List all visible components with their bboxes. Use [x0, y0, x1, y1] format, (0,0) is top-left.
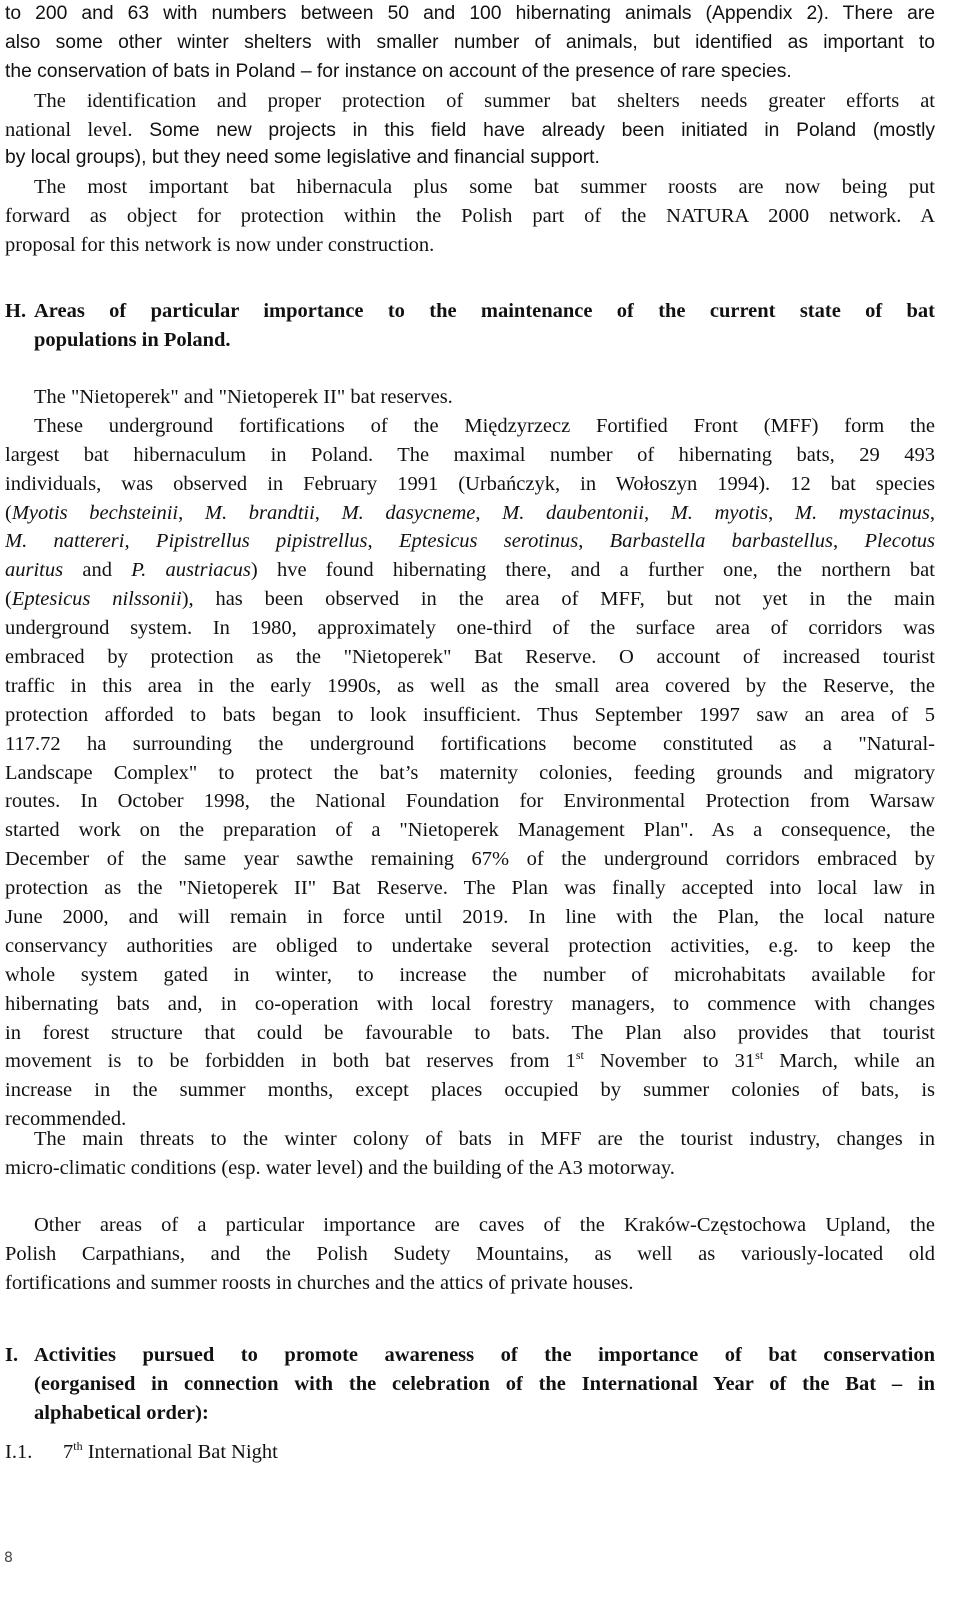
text-line: started work on the preparation of a "Nietoperek Management Plan". As a consequence, the — [5, 819, 935, 842]
text-segment: ( — [5, 588, 12, 611]
species-line — [5, 556, 935, 585]
text-line: traffic in this area in the early 1990s, as well as the small area covered by the Reserve, the — [5, 674, 935, 697]
text-segment: Some new projects in this field have already been initiated in Poland (mostly — [132, 119, 935, 141]
heading-line: Areas of particular importance to the maintenance of the current state of bat — [34, 300, 935, 322]
text-line: forward as object for protection within the Polish part of the NATURA 2000 network. A — [5, 205, 935, 228]
text-line: whole system gated in winter, to increase the number of microhabitats available for — [5, 963, 935, 986]
text-segment: International Bat Night — [82, 1441, 278, 1463]
paragraph-other-areas — [5, 1211, 935, 1298]
text-line: also some other winter shelters with smaller number of animals, but identified as important to — [5, 31, 935, 53]
section-heading-h — [5, 297, 935, 355]
paragraph-nietoperek-reserves — [5, 412, 935, 1134]
section-heading-i — [5, 1341, 935, 1428]
species-line: M. nattereri, Pipistrellus pipistrellus, Eptesicus serotinus, Barbastella barbastellus, Plecotus — [5, 530, 935, 553]
text-line: by local groups), but they need some legislative and financial support. — [5, 147, 600, 169]
text-line: The identification and proper protection of summer bat shelters needs greater efforts at — [34, 89, 935, 112]
species-name: M. dasycneme — [341, 501, 476, 524]
reserves-title — [5, 383, 935, 412]
text-segment: national level. — [5, 118, 133, 141]
text-line: The "Nietoperek" and "Nietoperek II" bat reserves. — [34, 386, 453, 408]
paragraph-hibernation-sites — [5, 0, 935, 87]
species-name: Eptesicus nilssonii — [11, 588, 182, 611]
species-name: Myotis bechsteinii — [11, 501, 179, 524]
text-line: micro-climatic conditions (esp. water level) and the building of the A3 motorway. — [5, 1156, 675, 1179]
text-line: Polish Carpathians, and the Polish Sudety Mountains, as well as variously-located old — [5, 1242, 935, 1265]
text-line: Other areas of a particular importance are caves of the Kraków-Częstochowa Upland, the — [34, 1214, 935, 1236]
text-line: These underground fortifications of the Międzyrzecz Fortified Front (MFF) form the — [34, 414, 935, 437]
paragraph-threats — [5, 1125, 935, 1183]
heading-line: alphabetical order): — [34, 1401, 209, 1424]
text-line: fortifications and summer roosts in churches and the attics of private houses. — [5, 1271, 634, 1294]
item-number: I.1. — [5, 1441, 33, 1463]
text-line: largest bat hibernaculum in Poland. The maximal number of hibernating bats, 29 493 — [5, 443, 935, 466]
text-segment: March, while an — [763, 1050, 935, 1073]
text-line: underground system. In 1980, approximately one-third of the surface area of corridors was — [5, 617, 935, 640]
page-number: 8 — [4, 1550, 13, 1566]
heading-line: (eorganised in connection with the celebration of the International Year of the Bat – in — [34, 1372, 935, 1395]
text-line: hibernating bats and, in co-operation with local forestry managers, to commence with changes — [5, 992, 935, 1015]
section-letter: I. — [5, 1344, 19, 1366]
species-name: Pipistrellus pipistrellus — [155, 530, 368, 553]
species-name: Plecotus — [864, 530, 935, 553]
species-name: M. myotis — [670, 501, 769, 524]
text-line: conservancy authorities are obliged to undertake several protection activities, e.g. to keep the — [5, 934, 935, 957]
species-line: (Myotis bechsteinii, M. brandtii, M. dasycneme, M. daubentonii, M. myotis, M. mystacinus, — [5, 501, 935, 524]
heading-line: Activities pursued to promote awareness of the importance of bat conservation — [34, 1344, 935, 1366]
text-line: to 200 and 63 with numbers between 50 and 100 hibernating animals (Appendix 2). There are — [5, 3, 935, 24]
text-line: in forest structure that could be favourable to bats. The Plan also provides that tourist — [5, 1021, 935, 1044]
text-line: routes. In October 1998, the National Foundation for Environmental Protection from Warsaw — [5, 790, 935, 813]
text-line — [5, 1047, 935, 1076]
species-name: auritus — [5, 559, 64, 582]
text-segment: ( — [5, 501, 12, 524]
superscript: st — [755, 1048, 764, 1063]
paragraph-natura-2000 — [5, 173, 935, 260]
text-line: protection as the "Nietoperek II" Bat Reserve. The Plan was finally accepted into local law in — [5, 877, 935, 900]
species-name: Barbastella barbastellus — [609, 530, 833, 553]
text-segment: ) hve found hibernating there, and a further one, the northern bat — [250, 559, 935, 582]
text-line: December of the same year sawthe remaining 67% of the underground corridors embraced by — [5, 848, 935, 871]
heading-line: populations in Poland. — [34, 328, 231, 351]
text-line: recommended. — [5, 1108, 127, 1131]
text-line: individuals, was observed in February 1991 (Urbańczyk, in Wołoszyn 1994). 12 bat species — [5, 472, 935, 495]
species-name: M. nattereri — [5, 530, 125, 553]
text-segment: 7 — [63, 1441, 74, 1463]
text-line: proposal for this network is now under construction. — [5, 234, 435, 257]
species-line — [5, 585, 935, 614]
text-line: The main threats to the winter colony of bats in MFF are the tourist industry, changes in — [34, 1128, 935, 1150]
species-name: M. brandtii — [204, 501, 315, 524]
text-line: embraced by protection as the "Nietoperek" Bat Reserve. O account of increased tourist — [5, 646, 935, 669]
species-name: Eptesicus serotinus — [398, 530, 579, 553]
text-segment: and — [63, 559, 132, 582]
superscript: st — [575, 1048, 584, 1063]
paragraph-summer-shelters — [5, 87, 935, 174]
text-segment: ), has been observed in the area of MFF, but not yet in the main — [181, 588, 935, 611]
text-segment: movement is to be forbidden in both bat reserves from 1 — [5, 1050, 576, 1073]
text-line: 117.72 ha surrounding the underground fortifications become constituted as a "Natural- — [5, 732, 935, 755]
superscript: th — [73, 1439, 83, 1453]
text-line: protection afforded to bats began to look insufficient. Thus September 1997 saw an area of 5 — [5, 703, 935, 726]
species-name: P. austriacus — [131, 559, 251, 582]
text-line: the conservation of bats in Poland – for instance on account of the presence of rare species. — [5, 60, 792, 82]
species-name: M. mystacinus — [794, 501, 930, 524]
text-line — [5, 116, 935, 145]
species-name: M. daubentonii — [502, 501, 644, 524]
item-text — [63, 1438, 278, 1467]
text-segment: November to 31 — [583, 1050, 756, 1073]
text-line: June 2000, and will remain in force until 2019. In line with the Plan, the local nature — [5, 906, 935, 929]
text-line: increase in the summer months, except places occupied by summer colonies of bats, is — [5, 1079, 935, 1102]
text-line: The most important bat hibernacula plus some bat summer roosts are now being put — [34, 176, 935, 199]
section-letter: H. — [5, 300, 27, 322]
text-line: Landscape Complex" to protect the bat’s maternity colonies, feeding grounds and migratory — [5, 761, 935, 784]
